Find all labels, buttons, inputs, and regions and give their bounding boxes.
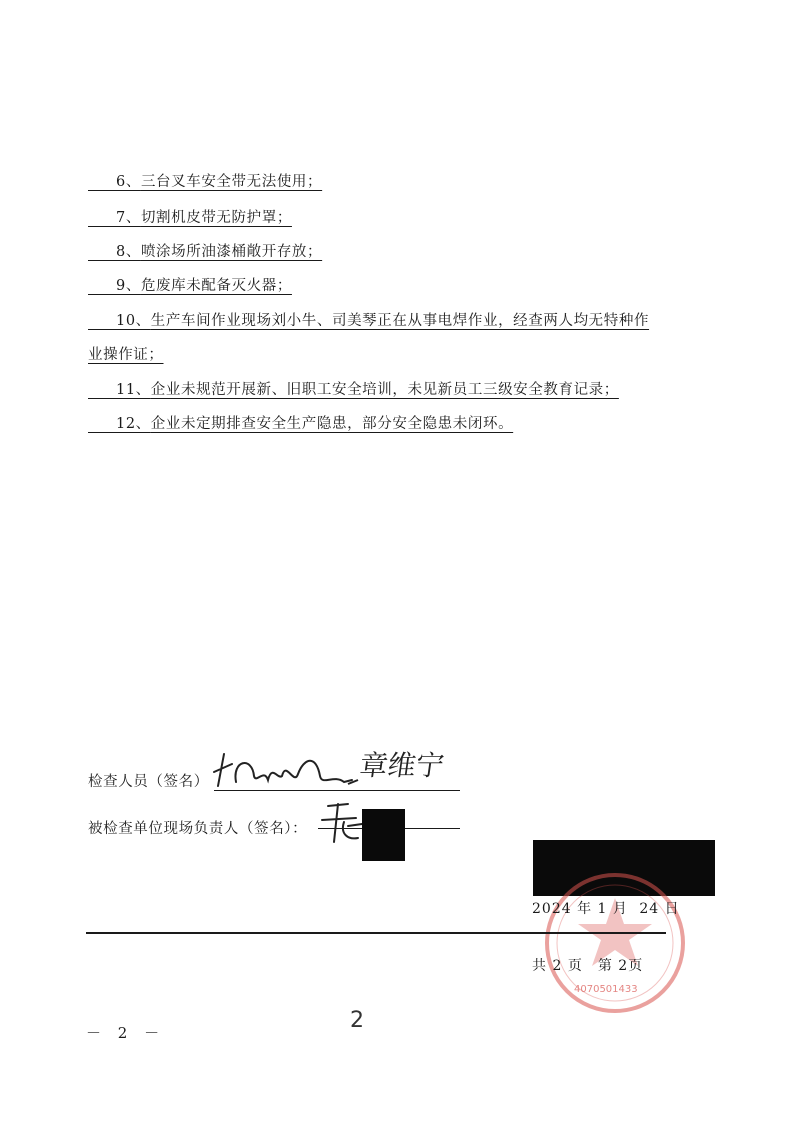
inspector-signature-2: 章维宁 bbox=[357, 749, 447, 782]
underline-lead bbox=[88, 414, 116, 433]
item-text: 危废库未配备灭火器； bbox=[140, 278, 292, 294]
item-text: 切割机皮带无防护罩； bbox=[140, 210, 292, 226]
responsible-label: 被检查单位现场负责人（签名）： bbox=[88, 821, 308, 837]
footer-rule bbox=[86, 932, 666, 934]
item-number: 12、 bbox=[116, 416, 151, 432]
handwritten-page-number: 2 bbox=[350, 1008, 364, 1033]
underline-lead bbox=[88, 242, 116, 261]
list-item bbox=[88, 208, 708, 228]
date-day-unit: 日 bbox=[664, 901, 680, 917]
responsible-signature bbox=[318, 798, 368, 850]
page-count bbox=[532, 955, 643, 975]
list-item bbox=[88, 311, 708, 331]
item-text: 企业未定期排查安全生产隐患，部分安全隐患未闭环。 bbox=[150, 416, 514, 432]
underline-lead bbox=[88, 380, 116, 399]
item-number: 7、 bbox=[116, 210, 141, 226]
date-year: 2024 bbox=[532, 901, 572, 917]
date-month-unit: 月 bbox=[612, 901, 628, 917]
item-number: 8、 bbox=[116, 244, 141, 260]
item-text: 三台叉车安全带无法使用； bbox=[140, 174, 323, 190]
underline-lead bbox=[88, 208, 116, 227]
pages-current: 2 bbox=[618, 958, 629, 974]
item-number: 10、 bbox=[116, 313, 151, 329]
date-day: 24 bbox=[639, 901, 660, 917]
inspector-label: 检查人员（签名） bbox=[88, 774, 209, 790]
item-number: 6、 bbox=[116, 174, 141, 190]
list-item bbox=[88, 380, 708, 400]
date-month: 1 bbox=[597, 901, 608, 917]
inspector-signature-1 bbox=[212, 746, 372, 792]
pages-mid: 页 第 bbox=[567, 958, 613, 974]
pages-total: 2 bbox=[552, 958, 563, 974]
list-item-continuation bbox=[88, 345, 708, 365]
pages-prefix: 共 bbox=[532, 958, 547, 974]
underline-lead bbox=[88, 172, 116, 191]
pages-suffix: 页 bbox=[628, 958, 644, 974]
item-text: 生产车间作业现场刘小牛、司美琴正在从事电焊作业，经查两人均无特种作 bbox=[150, 313, 650, 329]
official-seal bbox=[540, 868, 690, 1018]
item-text: 企业未规范开展新、旧职工安全培训，未见新员工三级安全教育记录； bbox=[150, 382, 619, 398]
list-item bbox=[88, 172, 708, 192]
list-item bbox=[88, 276, 708, 296]
underline-lead bbox=[88, 311, 116, 330]
item-number: 11、 bbox=[116, 382, 151, 398]
redaction-box bbox=[362, 809, 405, 861]
item-text-continuation: 业操作证； bbox=[88, 347, 164, 363]
document-date bbox=[532, 898, 680, 918]
item-number: 9、 bbox=[116, 278, 141, 294]
printed-page-number: － 2 － bbox=[86, 1024, 166, 1042]
item-text: 喷涂场所油漆桶敞开存放； bbox=[140, 244, 323, 260]
date-year-unit: 年 bbox=[577, 901, 593, 917]
list-item bbox=[88, 242, 708, 262]
seal-digits: 4070501433 bbox=[574, 984, 638, 995]
underline-lead bbox=[88, 276, 116, 295]
list-item bbox=[88, 414, 708, 434]
